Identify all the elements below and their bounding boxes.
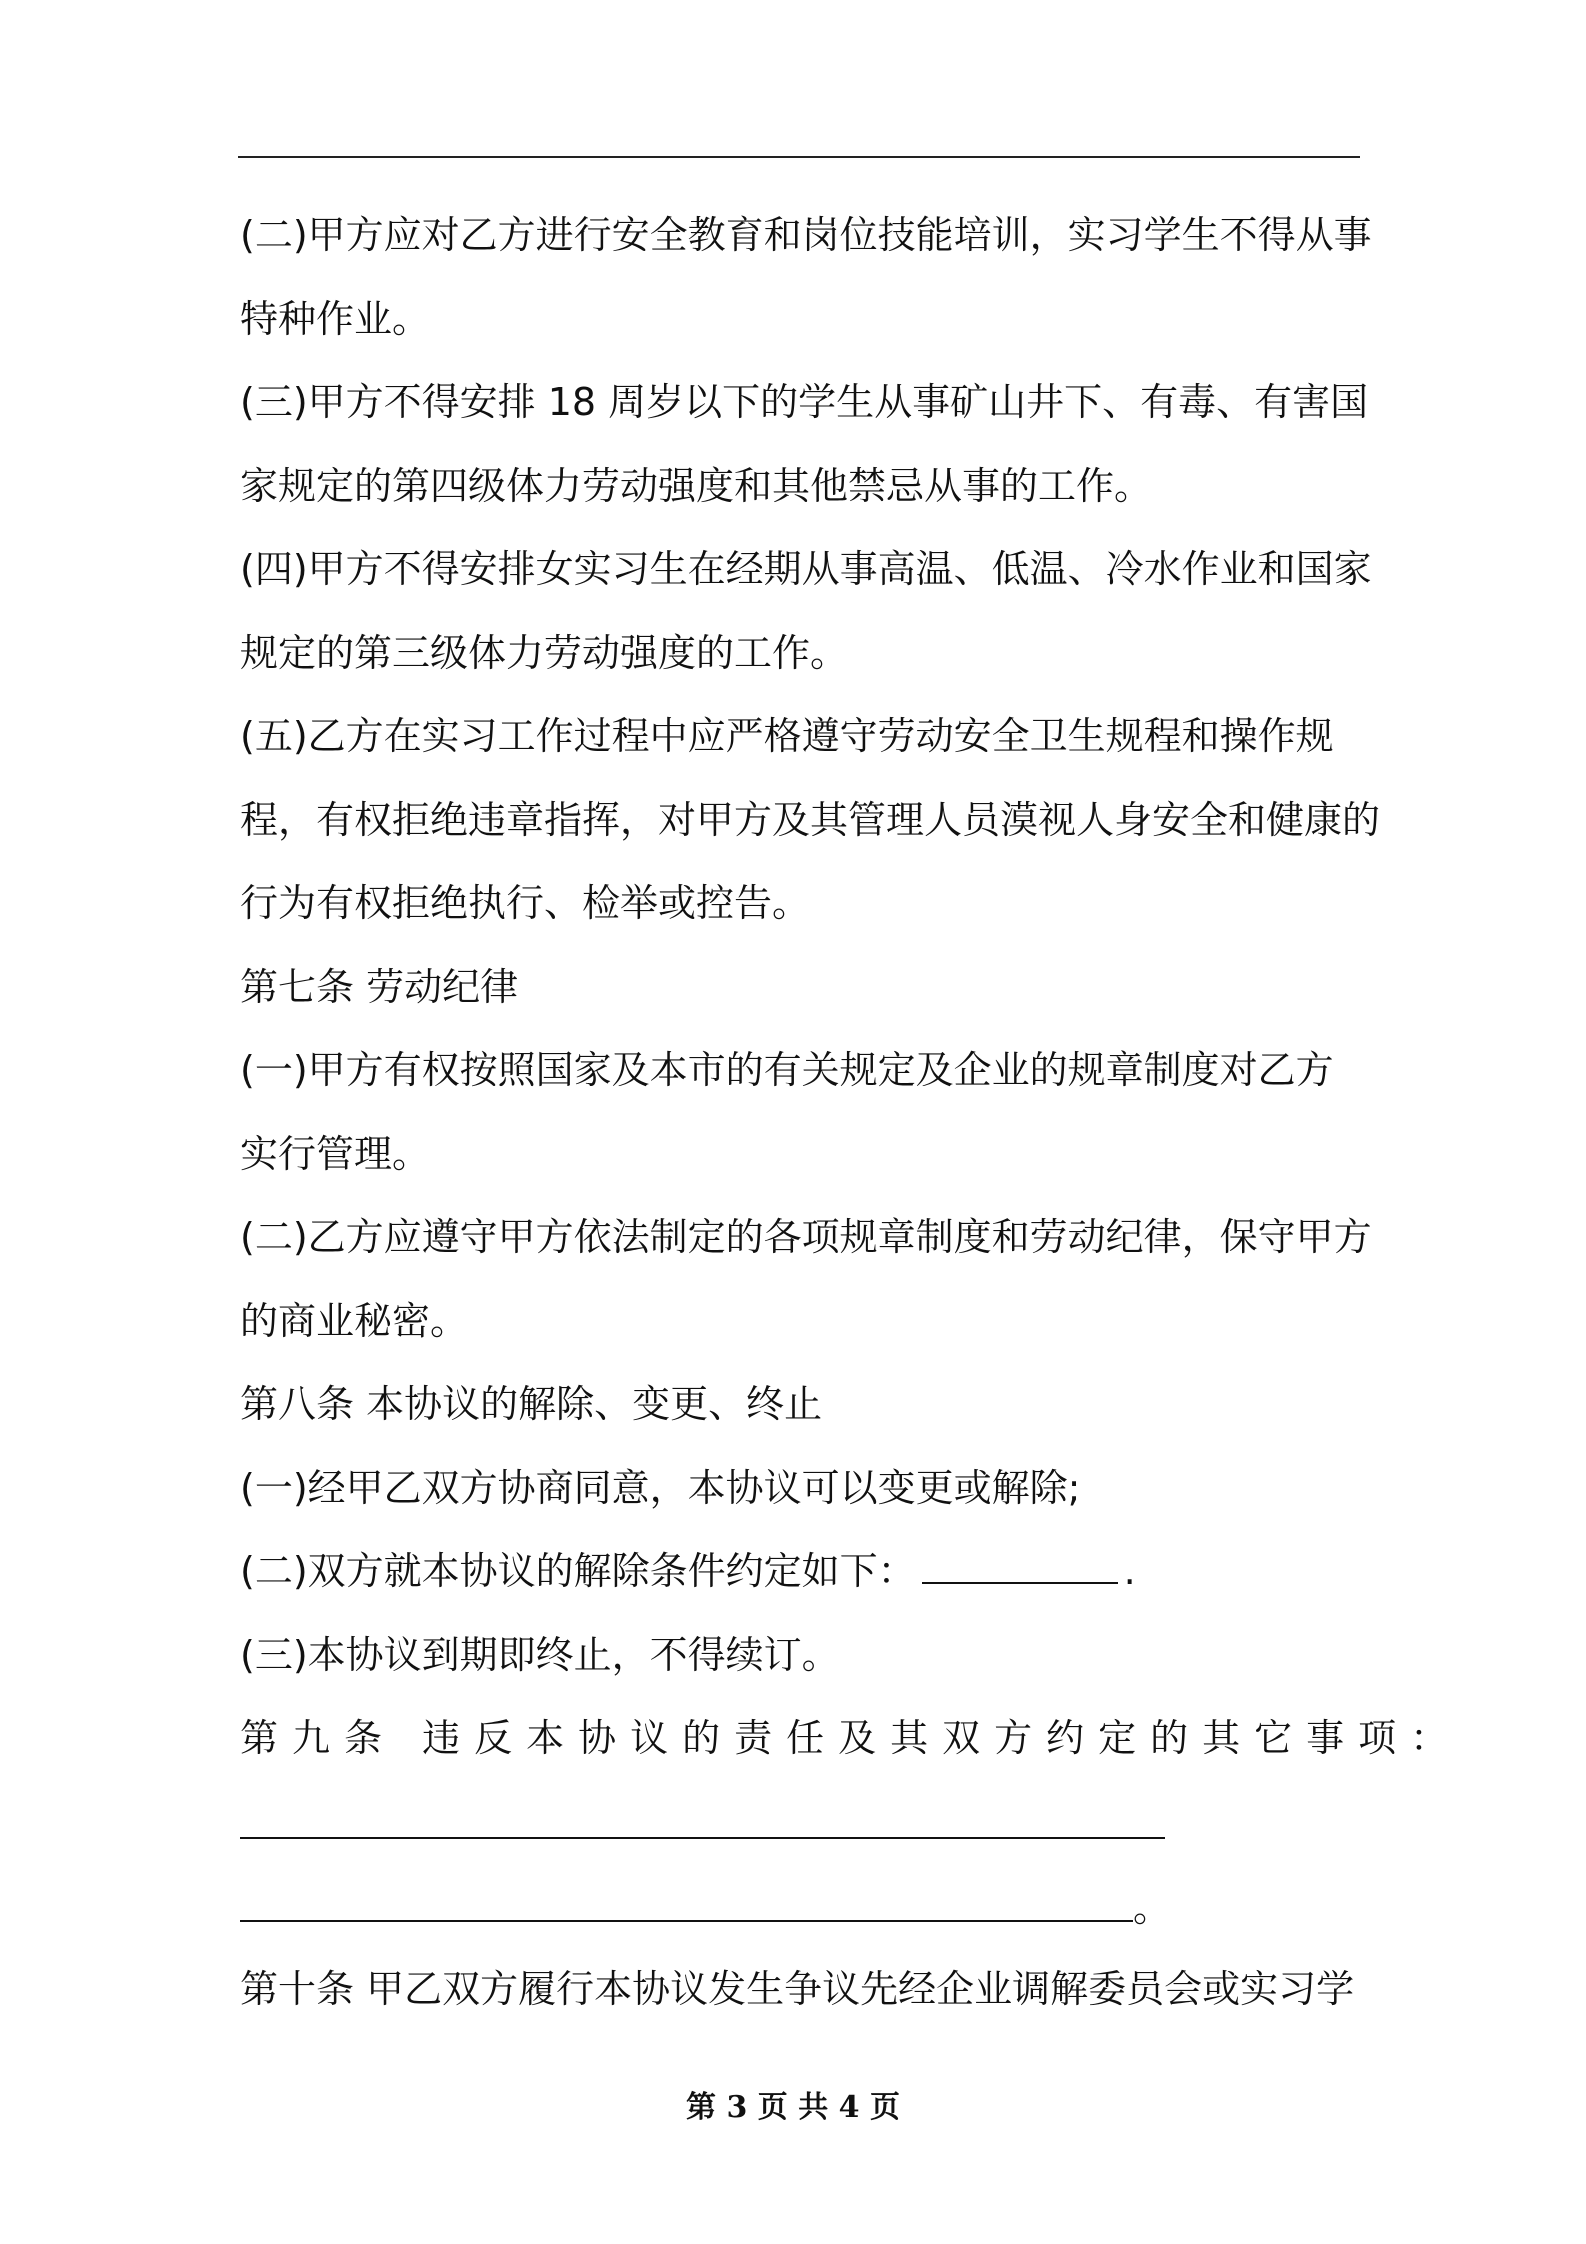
text-line: 家规定的第四级体力劳动强度和其他禁忌从事的工作。 xyxy=(240,463,1153,508)
text-line: (一)甲方有权按照国家及本市的有关规定及企业的规章制度对乙方 xyxy=(240,1048,1334,1092)
text-line: 行为有权拒绝执行、检举或控告。 xyxy=(240,881,811,925)
text-line: 程，有权拒绝违章指挥，对甲方及其管理人员漠视人身安全和健康的 xyxy=(240,797,1381,842)
header-rule xyxy=(238,156,1360,158)
text-line: 实行管理。 xyxy=(240,1131,431,1176)
article-heading: 第八条 本协议的解除、变更、终止 xyxy=(240,1382,823,1426)
dissolution-terms-line xyxy=(240,1530,1360,1614)
fill-in-blank[interactable] xyxy=(922,1581,1118,1584)
text-line: (二)甲方应对乙方进行安全教育和岗位技能培训，实习学生不得从事 xyxy=(240,213,1372,257)
blank-rule xyxy=(240,1920,1133,1922)
page-number: 第 3 页 共 4 页 xyxy=(686,2090,900,2125)
text-line: (五)乙方在实习工作过程中应严格遵守劳动安全卫生规程和操作规 xyxy=(240,714,1334,758)
text-line: 规定的第三级体力劳动强度的工作。 xyxy=(240,630,849,675)
fill-in-line[interactable] xyxy=(240,1864,1360,1948)
text-line: 的商业秘密。 xyxy=(240,1298,469,1343)
text-line: (一)经甲乙双方协商同意，本协议可以变更或解除; xyxy=(240,1465,1081,1510)
fill-in-line[interactable] xyxy=(240,1781,1360,1865)
text-line: (三)本协议到期即终止，不得续订。 xyxy=(240,1632,840,1677)
text-line: (三)甲方不得安排 18 周岁以下的学生从事矿山井下、有毒、有害国 xyxy=(240,380,1369,424)
article-heading: 第十条 甲乙双方履行本协议发生争议先经企业调解委员会或实习学 xyxy=(240,1966,1355,2011)
text-line: (四)甲方不得安排女实习生在经期从事高温、低温、冷水作业和国家 xyxy=(240,547,1372,591)
dissolution-terms-label: (二)双方就本协议的解除条件约定如下： xyxy=(240,1549,916,1593)
article-heading: 第九条 违反本协议的责任及其双方约定的其它事项： xyxy=(240,1716,1463,1760)
text-line: (二)乙方应遵守甲方依法制定的各项规章制度和劳动纪律，保守甲方 xyxy=(240,1215,1372,1259)
blank-rule xyxy=(240,1837,1165,1839)
document-body xyxy=(240,194,1463,2031)
line-end-mark: 。 xyxy=(1133,1886,1172,1930)
text-line: 特种作业。 xyxy=(240,296,431,341)
article-heading: 第七条 劳动纪律 xyxy=(240,964,519,1009)
line-end-mark: . xyxy=(1123,1549,1136,1593)
